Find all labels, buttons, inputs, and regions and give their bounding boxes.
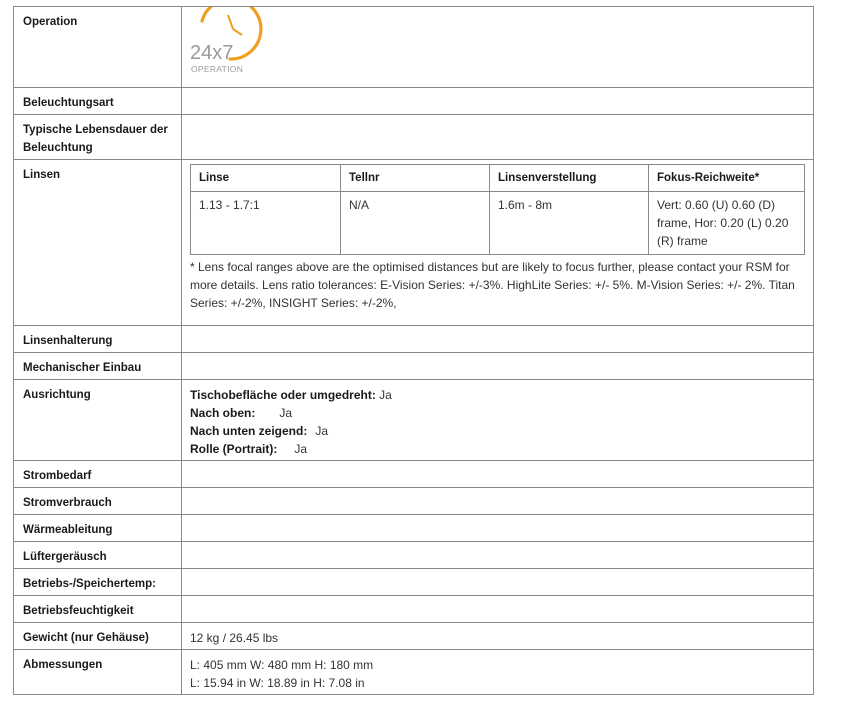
operation-247-logo [190, 7, 270, 77]
label-temp: Betriebs-/Speichertemp: [14, 569, 182, 596]
value-abmessungen [182, 650, 814, 695]
row-temp [14, 569, 814, 596]
orientation-key: Nach unten zeigend: [190, 424, 308, 438]
value-linsenhalterung [182, 326, 814, 353]
row-ausrichtung [14, 380, 814, 461]
row-lebensdauer [14, 115, 814, 160]
dimensions-imperial: L: 15.94 in W: 18.89 in H: 7.08 in [190, 676, 365, 690]
row-gewicht [14, 623, 814, 650]
value-strombedarf [182, 461, 814, 488]
value-linsen [182, 160, 814, 326]
orientation-key: Rolle (Portrait): [190, 442, 278, 456]
orientation-item [190, 386, 805, 404]
label-waermeableitung: Wärmeableitung [14, 515, 182, 542]
orientation-key: Nach oben: [190, 406, 256, 420]
orientation-key: Tischobefläche oder umgedreht: [190, 388, 376, 402]
row-linsenhalterung [14, 326, 814, 353]
label-lebensdauer: Typische Lebensdauer der Beleuchtung [14, 115, 182, 160]
row-stromverbrauch [14, 488, 814, 515]
label-ausrichtung: Ausrichtung [14, 380, 182, 461]
lens-data-row [191, 192, 805, 255]
value-temp [182, 569, 814, 596]
label-operation: Operation [14, 7, 182, 88]
orientation-value: Ja [279, 406, 293, 420]
row-lueftergeraeusch [14, 542, 814, 569]
row-strombedarf [14, 461, 814, 488]
lens-header-tellnr: Tellnr [341, 165, 490, 192]
orientation-value: Ja [315, 424, 329, 438]
orientation-value: Ja [379, 388, 392, 402]
row-abmessungen [14, 650, 814, 695]
orientation-item [190, 440, 805, 458]
value-feuchtigkeit [182, 596, 814, 623]
row-beleuchtungsart [14, 88, 814, 115]
orientation-item [190, 422, 805, 440]
value-lebensdauer [182, 115, 814, 160]
row-feuchtigkeit [14, 596, 814, 623]
value-ausrichtung [182, 380, 814, 461]
label-gewicht: Gewicht (nur Gehäuse) [14, 623, 182, 650]
lens-header-row [191, 165, 805, 192]
lens-header-fokus: Fokus-Reichweite* [649, 165, 805, 192]
lens-table [190, 164, 805, 255]
value-waermeableitung [182, 515, 814, 542]
row-operation [14, 7, 814, 88]
value-stromverbrauch [182, 488, 814, 515]
orientation-value: Ja [294, 442, 308, 456]
lens-cell-fokus: Vert: 0.60 (U) 0.60 (D) frame, Hor: 0.20 (L) 0.20 (R) frame [649, 192, 805, 255]
label-abmessungen: Abmessungen [14, 650, 182, 695]
lens-cell-tellnr: N/A [341, 192, 490, 255]
row-linsen [14, 160, 814, 326]
logo-text-bottom: OPERATION [191, 64, 244, 74]
value-einbau [182, 353, 814, 380]
label-lueftergeraeusch: Lüftergeräusch [14, 542, 182, 569]
label-linsen: Linsen [14, 160, 182, 326]
lens-cell-linse: 1.13 - 1.7:1 [191, 192, 341, 255]
label-stromverbrauch: Stromverbrauch [14, 488, 182, 515]
lens-note: * Lens focal ranges above are the optimised distances but are likely to focus further, please contact your RSM for more details. Lens ratio tolerances: E-Vision Series: +/-3%. HighLite Series: +/- 5%. M-Vision Series: +/- 2%. Titan Series: +/-2%, INSIGHT Series: +/-2%, [190, 260, 795, 310]
label-strombedarf: Strombedarf [14, 461, 182, 488]
spec-table [13, 6, 814, 695]
label-beleuchtungsart: Beleuchtungsart [14, 88, 182, 115]
value-gewicht: 12 kg / 26.45 lbs [182, 623, 814, 650]
logo-text-top: 24x7 [190, 42, 234, 64]
dimensions-metric: L: 405 mm W: 480 mm H: 180 mm [190, 658, 374, 672]
label-feuchtigkeit: Betriebsfeuchtigkeit [14, 596, 182, 623]
label-einbau: Mechanischer Einbau [14, 353, 182, 380]
orientation-item [190, 404, 805, 422]
value-operation [182, 7, 814, 88]
lens-header-linse: Linse [191, 165, 341, 192]
row-einbau [14, 353, 814, 380]
row-waermeableitung [14, 515, 814, 542]
label-linsenhalterung: Linsenhalterung [14, 326, 182, 353]
value-beleuchtungsart [182, 88, 814, 115]
value-lueftergeraeusch [182, 542, 814, 569]
lens-cell-verstellung: 1.6m - 8m [490, 192, 649, 255]
lens-header-verstellung: Linsenverstellung [490, 165, 649, 192]
